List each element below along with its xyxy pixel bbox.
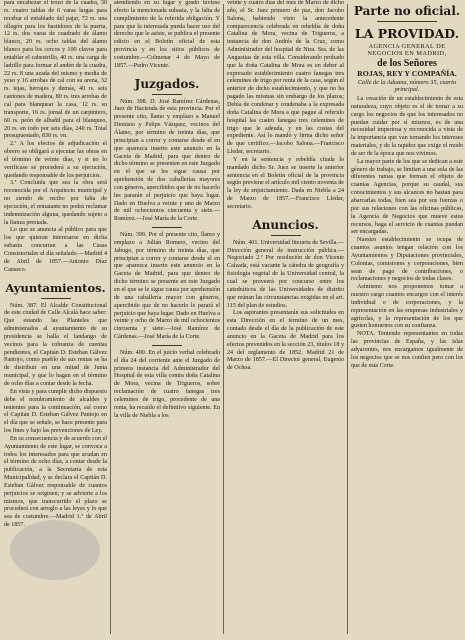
advert-address: Calle de la Aduana, número 35, cuarto principal. xyxy=(357,79,457,93)
column-4 xyxy=(351,0,463,640)
paragraph: Núm. 387. El Alcalde Constitucional de este ciudad de Calle Alcalá hace saber: Que estando las Planteles que administrados al ayuntamiento de su presidencia se halla el fandango de vecinos para la cobranza de cuentas pendientes, el Capitán D. Esteban Gálvez Pantojo, como pueblo de sus rentas se ha de distribuir en una mitad de Junta municipal, y que lo hagan en el término de ocho días a contar desde la fecha. xyxy=(4,302,107,387)
section-heading-parte-no-oficial: Parte no oficial. xyxy=(353,4,461,18)
divider xyxy=(152,227,182,228)
paragraph: Núm. 400. En el juicio verbal celebrado el día 24 del corriente ante el Juzgado de primera instancia del Administrador del Hospital de esta villa contra doña Catalina de Mora, vecina de Trigueros, sobre reclamación de cuatro fanegas tres celemines de trigo, procedente de una renta, ha recaído el definitivo siguiente. En la villa de Niebla a los xyxy=(114,349,220,419)
paragraph: 2.ª A los efectos de adjudicación el obrero se obligará a ejecutar las obras en el término de veinte días, y si no lo verificase se procederá a su ejecución, quedando responsable de los perjuicios. xyxy=(4,141,107,179)
paragraph: Lo que se anuncia al público para que los que quieran interesarse en dicha subasta concurran a las Casas Consistoriales el día señalado.—Madrid 4 de Abril de 1857.—Antonio Díaz Canseco. xyxy=(4,227,107,273)
paragraph: La mayor parte de los que se dedican a este género de trabajo, se limitan a una sola de las diferentes ramas que forman el objeto de cuantas Agencias, porque su caudal, sus conocimientos y sus alcances no bastan para abarcarlas todas, bien sea por sus fuerzas o por sus relaciones con las oficinas públicas, la Agencia de Negocios que mueve estos recursos, haga el servicio de cuantas puedan ser encargadas. xyxy=(351,158,463,236)
column-3 xyxy=(227,0,344,640)
paragraph: Nuestro establecimiento se ocupa de cuantos asuntos tengan relación con los Ayuntamientos y Diputaciones provinciales, Colonias, comisiones y corporaciones, bien sean de pago de contribuciones, o reclamaciones y negocios de todas clases. xyxy=(351,237,463,283)
column-rule xyxy=(223,4,224,634)
divider xyxy=(152,345,182,346)
paragraph: La creación de un establecimiento de esta naturaleza, cuyo objeto es el de tomar a su cargo los negocios de que los interesados no puedan cuidar por sí mismos, es de una necesidad imperiosa y reconocida a vista de la importancia que van tomando los intereses materiales, y de la rapidez que exige el modo de ser de la época que nos vivimos. xyxy=(351,96,463,157)
advert-subtitle: de los Señores xyxy=(377,58,437,69)
advert-subtitle: AGENCIA GENERAL DE NEGOCIOS EN MADRID, xyxy=(367,43,447,57)
section-heading-ayuntamientos: Ayuntamientos. xyxy=(5,280,106,295)
divider xyxy=(377,21,437,22)
column-rule xyxy=(347,4,348,634)
divider xyxy=(152,94,182,95)
paragraph: Núm. 398. D. José Ramírez Cárdenas, Juez de Hacienda de esta provincia. Por el presente cito, llamo y emplazo a Manuel Dionisio y Felipe Vázquez, vecinos del Álamo, por término de treinta días, que principian a correr y contarse desde el en que aparezca inserto este anuncio en la Gaceta de Madrid, para que dentro de dicho término se presenten en este Juzgado en el que se les sigue causa por aprehensión de dos caballerías mayores con géneros, apercibidos que de no hacerlo les pararán el perjuicio que haya lugar. Dado en Huelva a veinte y uno de Marzo de mil ochocientos cincuenta y siete.—Ramírez.—José María de la Corte. xyxy=(114,98,220,223)
divider xyxy=(41,298,71,299)
column-2 xyxy=(114,0,220,640)
column-1 xyxy=(4,0,107,640)
advert-company: ROJAS, REY Y COMPAÑÍA. xyxy=(357,69,457,78)
divider xyxy=(271,235,301,236)
paragraph: Y en la sentencia y rebeldía citada lo mandado dicho Sr. Juez se inserte la anterior sentencia en el Boletín oficial de la provincia según previene el artículo mil ciento noventa de la ley de enjuiciamiento. Dada en Niebla a 24 de Marzo de 1857.—Francisco Lledar, secretario. xyxy=(227,156,344,210)
paragraph: 3.ª Concluida que sea la obra será reconocida por el Arquitecto municipal y no siendo de recibo por falta de ejecución, el rematante no podrá reclamar indemnización alguna, quedando sujeto a la fianza prestada. xyxy=(4,180,107,226)
paragraph: Los aspirantes presentarán sus solicitudes en esta Dirección en el término de un mes, contado desde el día de la publicación de este anuncio en la Gaceta de Madrid para los efectos prevenidos en la sección 23, títulos 18 y 24 del reglamento de 1852. Madrid 21 de Marzo de 1857.—El Director general, Eugenio de Ochoa. xyxy=(227,310,344,372)
paragraph: Núm. 401. Universidad literaria de Sevilla.—Dirección general de instrucción pública.—Negociado 2.º Por resolución de don Vicente Calzada, está vacante la cátedra de geografía y fisiología vegetal de la Universidad central, la cual se proveerá por concurso entre los catedráticos de las Universidades de distrito que reúnan las circunstancias exigidas en el art. 115 del plan de estudios. xyxy=(227,239,344,309)
paragraph: En vista y para cumplir dicho dispuesto debe el nombramiento de alcaldes y tenientes para la continuación, así como el Capitán D. Esteban Gálvez Pantojo en el día que se señale, se hace presente para los fines y bajo las prevenciones de Ley. xyxy=(4,388,107,435)
paragraph: para encabezar el trozo de la cuadra, 30 rs. cuatro tablas de 6 varas largas para recebar el entablado del pajar, 72 rs. una ollagón para los bastidores de la puerta, 12 rs. dos varas de cuadrado de álamo blanco, 20 rs. ocho tablas del álamo blanco para los cercos y 100 clavos para entablar el cabestrillo, 40 rs. una carga de ladrillo para formar el andén de la cuadra, 22 rs. 8 una azada del mismo y media de yeso y 16 arrobas de cal con su arena, 32 rs. tejas, herrajes y demás, 40 rs. seis cantones de madera, 80 rs. tres arrobas de cal para blanquear la casa, 12 rs. su transporte, 16 rs. jornal de un carpintero, 60 rs. peón de albañil para el blanqueo, 20 rs. en todo por seis días, 240 rs. Total presupuestado, 830 rs. vn. xyxy=(4,0,107,140)
paragraph: NOTA. Teniendo representantes en todas las provincias de España, y las islas adyacentes, nos encargamos igualmente de los negocios que se nos confíen pero con los que de esta Corte. xyxy=(351,331,463,369)
paragraph: atendiendo en su lugar y grado tuviese efecto la mencionada subasta, y la falta de cumplimiento de la referida obligación. Y para que la interesada pueda hacer uso del derecho que le asiste, se publica el presente edicto en el Boletín oficial de esta provincia y en los sitios públicos de costumbre.—Colmenar 4 de Mayo de 1857.—Pedro Vicente. xyxy=(114,0,220,69)
column-rule xyxy=(110,4,111,634)
paragraph: Núm. 399. Por el presente cito, llamo y emplazo a Julián Romero, vecino del Jabugo, por término de treinta días, que principian a correr y contarse desde el en que aparezca inserto este anuncio en la Gaceta de Madrid, para que dentro de dicho término se presente en este Juzgado en el que se le sigue causa por aprehensión de una caballería mayor con géneros, apercibido que de no hacerlo le parará el perjuicio que haya lugar. Dado en Huelva a veinte y ocho de Marzo de mil ochocientos cincuenta y siete.—José Ramírez de Cárdenas.—José María de la Corte. xyxy=(114,232,220,341)
section-heading-anuncios: Anuncios. xyxy=(252,217,319,232)
advert-title: LA PROVIDAD. xyxy=(354,26,460,41)
paragraph: Asimismo nos proponemos tomar a nuestro cargo cuantos encargos con el interés individual o de corporaciones, y la representación en las empresas industriales y agrícolas, y la representación de los que gusten honrarnos con su confianza. xyxy=(351,284,463,330)
paragraph: veinte y cuatro días del mes de Marzo de dicho año, el Sr. Juez primero de paz, don Jacobo Salona, habiendo visto la antecedente comparecencia celebrada en rebeldía de doña Catalina de Mora, vecina de Trigueros, a instancia de don Andrés de la Cruz, como Administrador del hospital de Ntra. Sra. de las Angustias de esta villa. Considerando probado que la doña Catalina de Mora es en deber al expresado establecimiento cuatro fanegas tres celemines de trigo por renta de la casa, según el anterior de dicho establecimiento, y que no ha pagado las mismas sin embargo de los plazos; Debía de condenar y condenaba a la expresada doña Catalina de Mora a que pague al referido hospital las cuatro fanegas tres celemines de trigo que le adeuda, y en las costas del expediente. Así lo mandó y firma dicho señor de que certifico.—Jacobo Salona.—Francisco Lledar, secretario. xyxy=(227,0,344,156)
paragraph: En su consecuencia y de acuerdo con el Ayuntamiento de este lugar, se convoca a todos los interesados para que acudan en el término de ocho días, a contar desde la publicación, a la Secretaría de esta Municipalidad, y se declara el Capitán D. Esteban Gálvez responsable de cuantos perjuicios se originen; y se advierte a los mismos, que transcurrido el plazo se procederá con arreglo a las leyes y lo que sea de costumbre.—Madrid 1.º de Abril de 1857. xyxy=(4,435,107,529)
section-heading-juzgados: Juzgados. xyxy=(134,76,200,91)
